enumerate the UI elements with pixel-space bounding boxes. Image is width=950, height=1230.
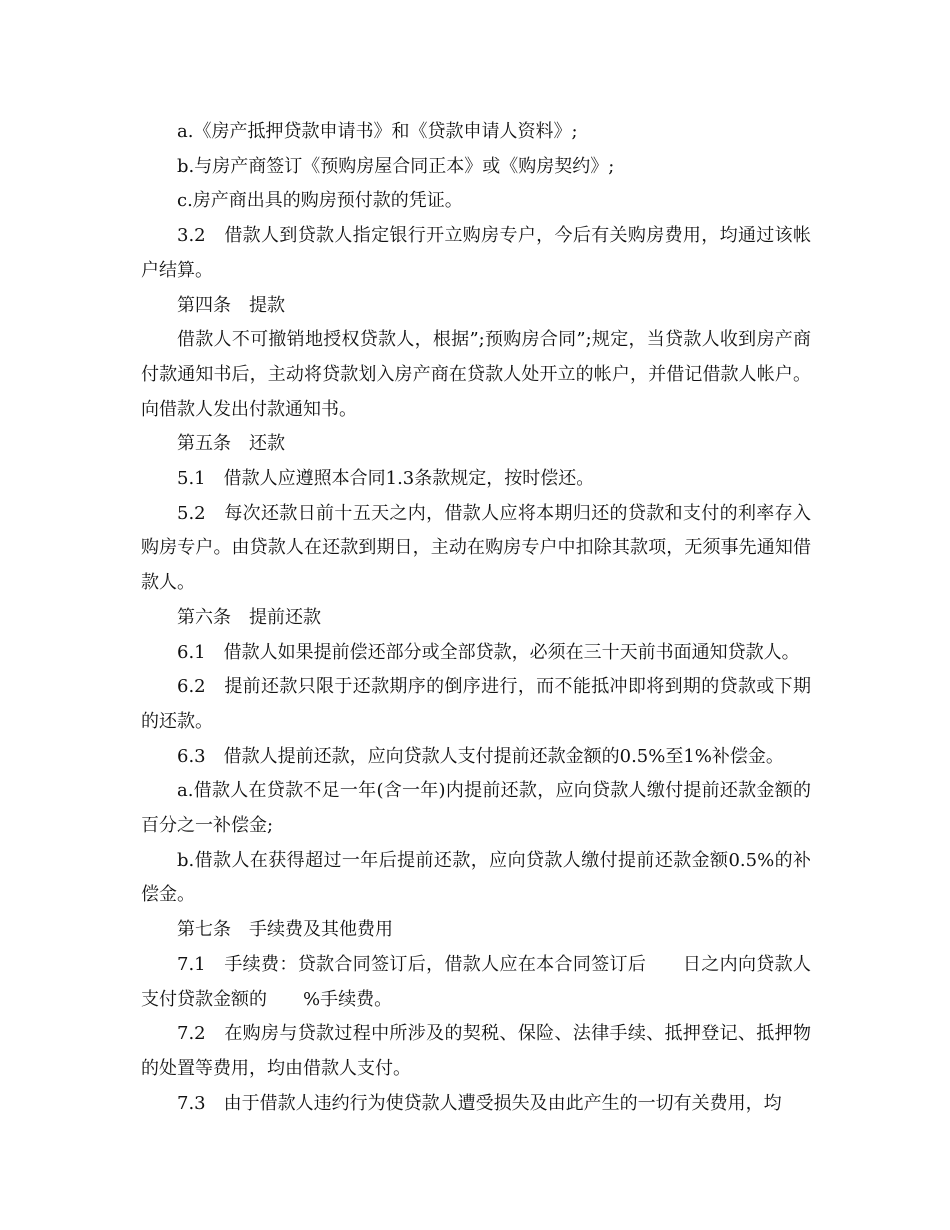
item-a-documents: a.《房产抵押贷款申请书》和《贷款申请人资料》;: [177, 121, 578, 142]
clause-7-3: 7.3 由于借款人违约行为使贷款人遭受损失及由此产生的一切有关费用，均: [177, 1092, 782, 1114]
article-7-heading: 第七条 手续费及其他费用: [177, 919, 393, 941]
clause-6-3-b: b.借款人在获得超过一年后提前还款，应向贷款人缴付提前还款金额0.5%的补偿金。: [141, 849, 811, 906]
item-b-contract: b.与房产商签订《预购房屋合同正本》或《购房契约》;: [177, 155, 615, 177]
clause-6-1: 6.1 借款人如果提前偿还部分或全部贷款，必须在三十天前书面通知贷款人。: [177, 641, 800, 663]
clause-5-1: 5.1 借款人应遵照本合同1.3条款规定，按时偿还。: [177, 468, 595, 490]
clause-6-3-a: a.借款人在贷款不足一年(含一年)内提前还款，应向贷款人缴付提前还款金额的百分之一补偿金;: [141, 780, 811, 837]
clause-7-2: 7.2 在购房与贷款过程中所涉及的契税、保险、法律手续、抵押登记、抵押物的处置等费用，均由借款人支付。: [141, 1023, 811, 1079]
clause-6-3: 6.3 借款人提前还款，应向贷款人支付提前还款金额的0.5%至1%补偿金。: [177, 745, 784, 767]
article-6-heading: 第六条 提前还款: [177, 606, 321, 628]
article-5-heading: 第五条 还款: [177, 433, 285, 455]
item-c-voucher: c.房产商出具的购房预付款的凭证。: [177, 190, 463, 212]
clause-7-1: 7.1 手续费：贷款合同签订后，借款人应在本合同签订后 日之内向贷款人支付贷款金额的 %手续费。: [141, 953, 811, 1010]
article-4-heading: 第四条 提款: [177, 294, 285, 316]
clause-5-2: 5.2 每次还款日前十五天之内，借款人应将本期归还的贷款和支付的利率存入购房专户。由贷款人在还款到期日，主动在购房专户中扣除其款项，无须事先通知借款人。: [141, 502, 811, 594]
clause-6-2: 6.2 提前还款只限于还款期序的倒序进行，而不能抵冲即将到期的贷款或下期的还款。: [141, 676, 811, 732]
clause-3-2: 3.2 借款人到贷款人指定银行开立购房专户，今后有关购房费用，均通过该帐户结算。: [141, 225, 811, 281]
article-4-body: 借款人不可撤销地授权贷款人，根据”;预购房合同”;规定，当贷款人收到房产商付款通知书后，主动将贷款划入房产商在贷款人处开立的帐户，并借记借款人帐户。向借款人发出付款通知书。: [141, 329, 811, 420]
document-body: [141, 115, 811, 1121]
